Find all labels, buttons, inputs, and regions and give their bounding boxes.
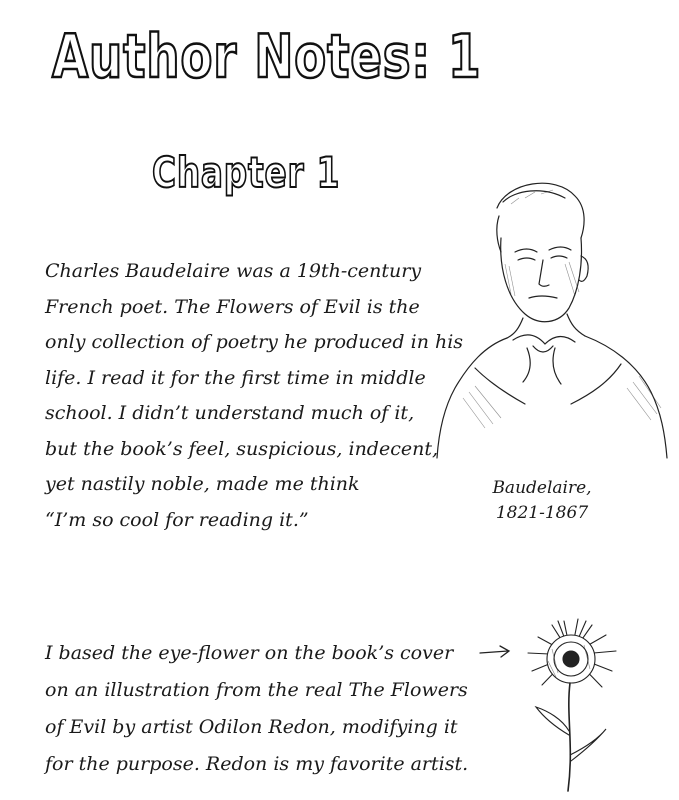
portrait-caption [482, 476, 602, 526]
text-line: French poet. The Flowers of Evil is the [45, 295, 420, 318]
chapter-heading: Chapter 1 [152, 148, 341, 197]
paragraph-eye-flower [45, 635, 468, 783]
baudelaire-portrait-icon [415, 168, 677, 468]
text-line: “I’m so cool for reading it.” [45, 508, 309, 531]
text-line: Charles Baudelaire was a 19th-century [45, 260, 422, 282]
caption-years: 1821-1867 [495, 503, 589, 523]
caption-name: Baudelaire, [492, 478, 592, 498]
page-title: Author Notes: 1 [52, 22, 482, 92]
paragraph-baudelaire [45, 254, 463, 538]
text-line: of Evil by artist Odilon Redon, modifying it [45, 716, 458, 738]
right-arrow-icon [478, 642, 512, 662]
text-line: life. I read it for the first time in middle [45, 366, 426, 389]
text-line: yet nastily noble, made me think [45, 473, 360, 495]
text-line: only collection of poetry he produced in his [45, 331, 464, 353]
text-line: school. I didn’t understand much of it, [45, 402, 415, 424]
eye-flower-icon [512, 615, 630, 795]
text-line: for the purpose. Redon is my favorite artist. [45, 753, 469, 775]
text-line: on an illustration from the real The Flowers [45, 679, 468, 701]
text-line: I based the eye-flower on the book’s cover [45, 642, 454, 664]
text-line: but the book’s feel, suspicious, indecent, [45, 437, 439, 460]
